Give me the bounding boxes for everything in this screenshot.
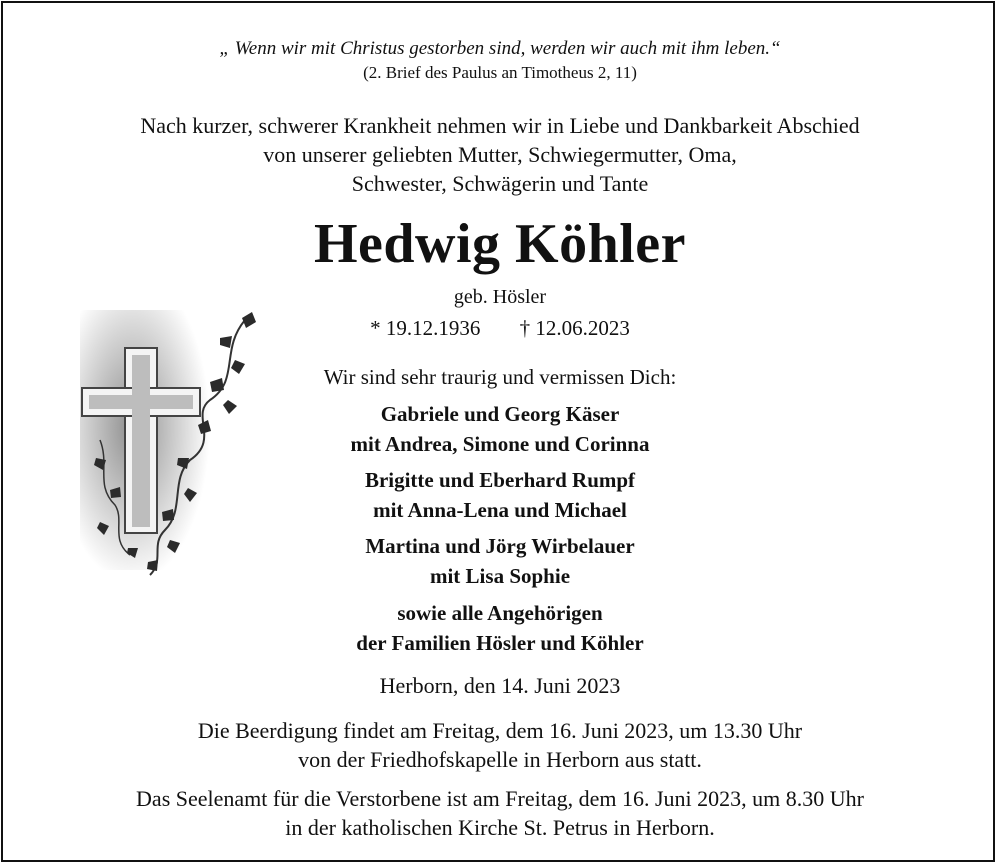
- mourners-intro: Wir sind sehr traurig und vermissen Dich:: [323, 365, 677, 389]
- bible-quote: „ Wenn wir mit Christus gestorben sind, werden wir auch mit ihm leben.“: [219, 38, 781, 59]
- intro-line-3: Schwester, Schwägerin und Tante: [351, 171, 649, 196]
- mourner-group-4-line-2: der Familien Hösler und Köhler: [356, 631, 644, 655]
- place-date: Herborn, den 14. Juni 2023: [379, 673, 621, 698]
- mourner-group-2-line-2: mit Anna-Lena und Michael: [373, 498, 627, 522]
- death-date: † 12.06.2023: [519, 316, 630, 340]
- requiem-line-2: in der katholischen Kirche St. Petrus in Herborn.: [285, 815, 715, 840]
- mourner-group-1-line-1: Gabriele und Georg Käser: [380, 402, 620, 426]
- mourner-group-3-line-1: Martina und Jörg Wirbelauer: [365, 534, 635, 558]
- funeral-line-2: von der Friedhofskapelle in Herborn aus statt.: [298, 747, 702, 772]
- mourner-group-3-line-2: mit Lisa Sophie: [429, 564, 571, 588]
- requiem-line-1: Das Seelenamt für die Verstorbene ist am Freitag, dem 16. Juni 2023, um 8.30 Uhr: [136, 786, 864, 811]
- birth-name: geb. Hösler: [453, 286, 547, 308]
- mourner-group-4-line-1: sowie alle Angehörigen: [397, 601, 603, 625]
- deceased-name: Hedwig Köhler: [313, 213, 687, 275]
- bible-quote-reference: (2. Brief des Paulus an Timotheus 2, 11): [363, 63, 637, 82]
- intro-line-2: von unserer geliebten Mutter, Schwiegermutter, Oma,: [263, 142, 737, 167]
- funeral-line-1: Die Beerdigung findet am Freitag, dem 16. Juni 2023, um 13.30 Uhr: [197, 718, 803, 743]
- birth-date: * 19.12.1936: [370, 316, 481, 340]
- mourner-group-2-line-1: Brigitte und Eberhard Rumpf: [364, 468, 636, 492]
- mourner-group-1-line-2: mit Andrea, Simone und Corinna: [350, 432, 650, 456]
- intro-line-1: Nach kurzer, schwerer Krankheit nehmen wir in Liebe und Dankbarkeit Abschied: [140, 113, 860, 138]
